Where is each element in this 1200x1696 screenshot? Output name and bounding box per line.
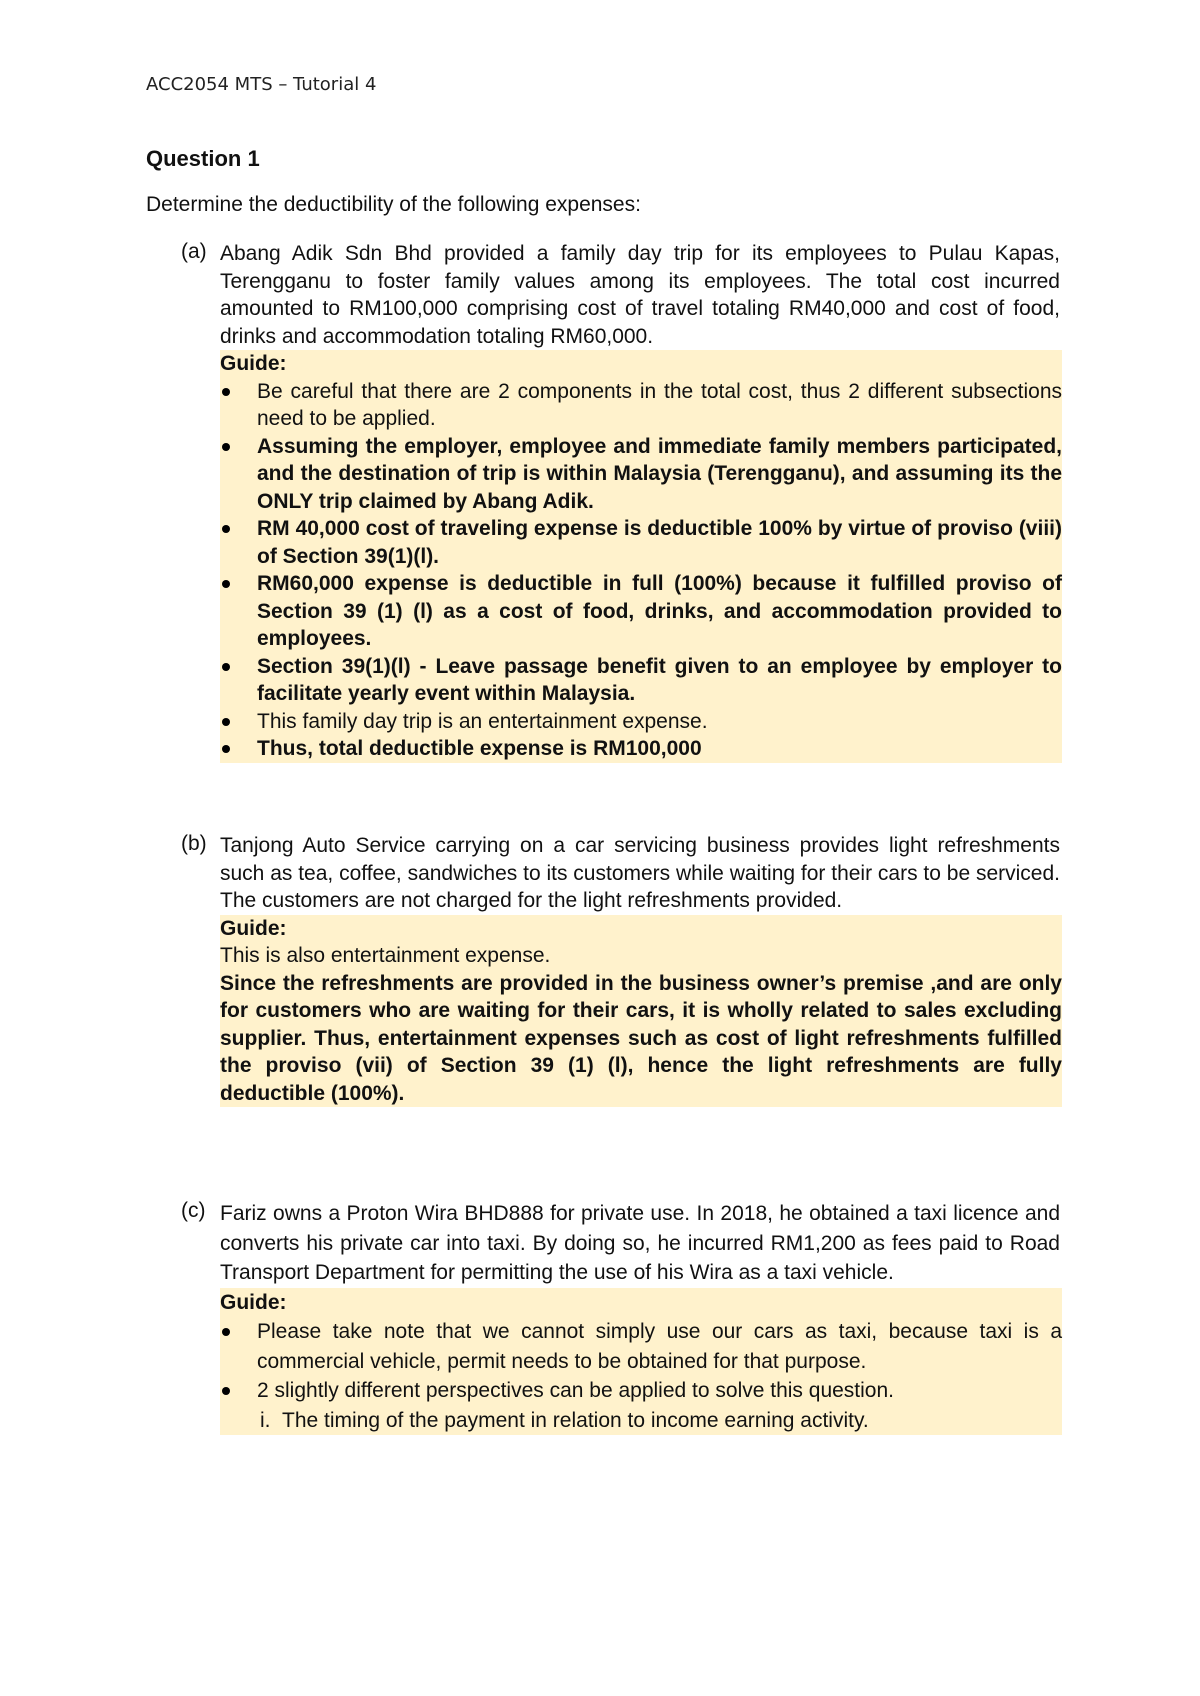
item-a bbox=[181, 240, 1061, 763]
bullet-item: Please take note that we cannot simply use our cars as taxi, because taxi is a commercial vehicle, permit needs to be obtained for that purpose. bbox=[220, 1317, 1062, 1376]
bullet-item: RM 40,000 cost of traveling expense is deductible 100% by virtue of proviso (viii) of Section 39(1)(l). bbox=[220, 515, 1062, 570]
guide-paragraph: Since the refreshments are provided in the business owner’s premise ,and are only for customers who are waiting for their cars, it is wholly related to sales excluding supplier. Thus, entertainment expenses such as cost of light refreshments fulfilled the proviso (vii) of Section 39 (1) (l), hence the light refreshments are fully deductible (100%). bbox=[220, 971, 1062, 1105]
guide-title: Guide: bbox=[220, 916, 287, 940]
bullet-item: Thus, total deductible expense is RM100,000 bbox=[220, 735, 1062, 763]
bullet-icon bbox=[222, 525, 230, 533]
item-label: (a) bbox=[181, 240, 207, 263]
item-label: (c) bbox=[181, 1199, 206, 1222]
bullet-item: 2 slightly different perspectives can be applied to solve this question. bbox=[220, 1376, 1062, 1406]
bullet-icon bbox=[222, 663, 230, 671]
guide-box bbox=[220, 350, 1062, 763]
item-label: (b) bbox=[181, 832, 207, 855]
bullet-item: Be careful that there are 2 components in the total cost, thus 2 different subsections need to be applied. bbox=[220, 378, 1062, 433]
bullet-icon bbox=[222, 443, 230, 451]
page-header: ACC2054 MTS – Tutorial 4 bbox=[146, 74, 377, 95]
sub-item-text: The timing of the payment in relation to income earning activity. bbox=[282, 1408, 869, 1432]
guide-title: Guide: bbox=[220, 352, 287, 375]
bullet-item: Assuming the employer, employee and immediate family members participated, and the destination of trip is within Malaysia (Terengganu), and assuming its the ONLY trip claimed by Abang Adik. bbox=[220, 433, 1062, 516]
item-text: Fariz owns a Proton Wira BHD888 for private use. In 2018, he obtained a taxi licence and converts his private car into taxi. By doing so, he incurred RM1,200 as fees paid to Road Transport Department for permitting the use of his Wira as a taxi vehicle. bbox=[220, 1202, 1060, 1284]
bullet-item: This family day trip is an entertainment expense. bbox=[220, 708, 1062, 736]
item-c bbox=[181, 1199, 1061, 1435]
item-text: Abang Adik Sdn Bhd provided a family day trip for its employees to Pulau Kapas, Terengganu to foster family values among its employees. The total cost incurred amounted to RM100,000 comprising cost of travel totaling RM40,000 and cost of food, drinks and accommodation totaling RM60,000. bbox=[220, 242, 1060, 348]
item-b bbox=[181, 832, 1061, 1107]
bullet-icon bbox=[222, 718, 230, 726]
bullet-icon bbox=[222, 388, 230, 396]
bullet-item: RM60,000 expense is deductible in full (100%) because it fulfilled proviso of Section 39 (1) (l) as a cost of food, drinks, and accommodation provided to employees. bbox=[220, 570, 1062, 653]
bullet-icon bbox=[222, 580, 230, 588]
guide-line: This is also entertainment expense. bbox=[220, 944, 551, 967]
guide-title: Guide: bbox=[220, 1290, 287, 1314]
bullet-icon bbox=[222, 745, 230, 753]
guide-bullets bbox=[220, 378, 1062, 763]
sub-item bbox=[220, 1406, 1062, 1436]
question-intro: Determine the deductibility of the following expenses: bbox=[146, 193, 641, 216]
guide-bullets bbox=[220, 1317, 1062, 1406]
guide-box bbox=[220, 1288, 1062, 1436]
bullet-item: Section 39(1)(l) - Leave passage benefit given to an employee by employer to facilitate yearly event within Malaysia. bbox=[220, 653, 1062, 708]
guide-box bbox=[220, 915, 1062, 1108]
question-title: Question 1 bbox=[146, 146, 260, 171]
bullet-icon bbox=[222, 1387, 230, 1395]
item-text: Tanjong Auto Service carrying on a car servicing business provides light refreshments such as tea, coffee, sandwiches to its customers while waiting for their cars to be serviced. The customers are not charged for the light refreshments provided. bbox=[220, 834, 1060, 912]
sub-item-label: i. bbox=[260, 1408, 271, 1432]
bullet-icon bbox=[222, 1328, 230, 1336]
